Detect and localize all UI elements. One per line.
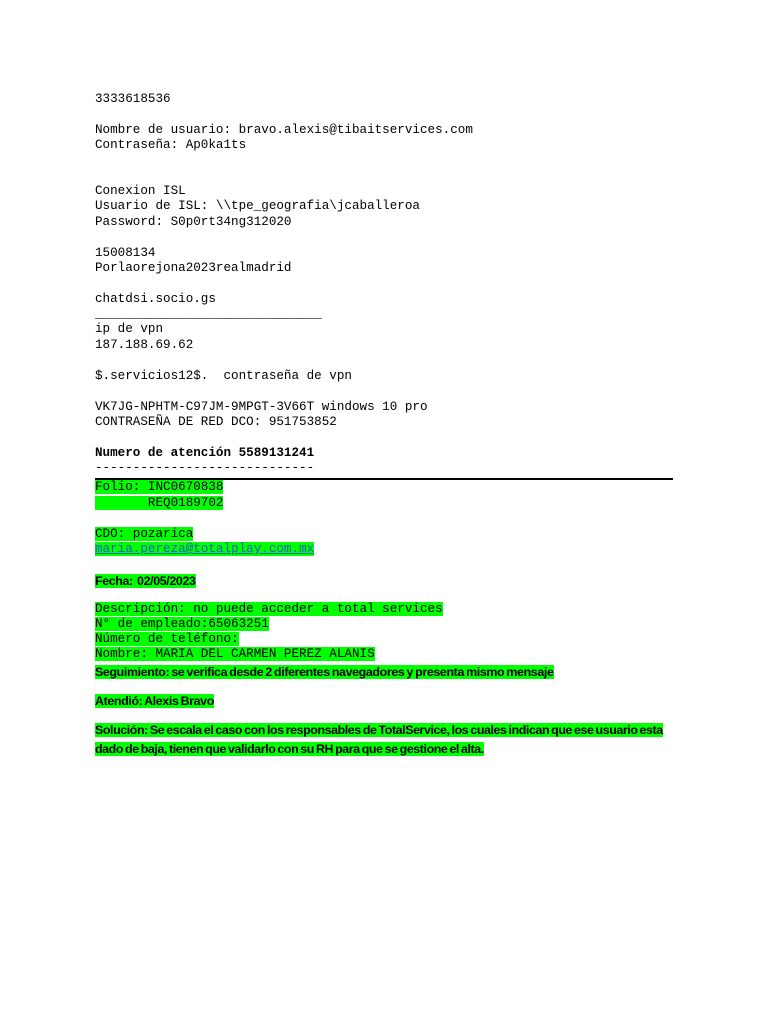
email-link[interactable]: maria.pereza@totalplay.com.mx [95, 542, 315, 556]
attention-dashes: ----------------------------- [95, 461, 315, 475]
phrase-line: Porlaorejona2023realmadrid [95, 261, 292, 275]
username-line: Nombre de usuario: bravo.alexis@tibaitservices.com [95, 123, 473, 137]
password-line: Contraseña: Ap0ka1ts [95, 138, 247, 152]
chat-line: chatdsi.socio.gs [95, 292, 216, 306]
dco-password-line: CONTRASEÑA DE RED DCO: 951753852 [95, 415, 337, 429]
seguimiento-line [95, 663, 554, 681]
separator-line: ______________________________ [95, 307, 322, 321]
cdo-line [95, 527, 193, 543]
atendio-line [95, 692, 214, 710]
folio-label: Folio: INC0670838 [95, 480, 224, 494]
cdo-value: CDO: pozarica [95, 527, 194, 541]
telefono: Número de teléfono: [95, 632, 239, 646]
vpn-ip: 187.188.69.62 [95, 338, 194, 352]
folio-second: REQ0189702 [95, 496, 224, 510]
id-number: 15008134 [95, 246, 156, 260]
empleado: N° de empleado:65063251 [95, 617, 269, 631]
isl-user-line: Usuario de ISL: \\tpe_geografia\jcaballeroa [95, 199, 420, 213]
phone-number: 3333618536 [95, 92, 171, 106]
nombre: Nombre: MARIA DEL CARMEN PEREZ ALANIS [95, 647, 375, 661]
windows-key-line: VK7JG-NPHTM-C97JM-9MPGT-3V66T windows 10 pro [95, 400, 428, 414]
folio-line [95, 480, 223, 496]
folio-second-line [95, 496, 223, 512]
email-line [95, 542, 314, 558]
fecha-value: 02/05/2023 [137, 574, 196, 588]
fecha-label: Fecha: [95, 574, 133, 588]
empleado-line [95, 617, 269, 633]
isl-password-line: Password: S0p0rt34ng312020 [95, 215, 292, 229]
solucion-paragraph [95, 721, 680, 759]
vpn-label: ip de vpn [95, 322, 164, 336]
solucion: Solución: Se escala el caso con los responsables de TotalService, los cuales indican que ese usuario esta dado de baja, tienen que validarlo con su RH para que se gestione el alta. [95, 723, 663, 756]
seguimiento: Seguimiento: se verifica desde 2 diferentes navegadores y presenta mismo mensaje [95, 665, 554, 679]
nombre-line [95, 647, 375, 663]
fecha-line [95, 572, 196, 590]
attention-number-title: Numero de atención 5589131241 [95, 446, 315, 460]
vpn-password-line: $.servicios12$. contraseña de vpn [95, 369, 352, 383]
descripcion-line [95, 602, 443, 618]
isl-title: Conexion ISL [95, 184, 186, 198]
descripcion: Descripción: no puede acceder a total services [95, 602, 443, 616]
telefono-line [95, 632, 239, 648]
atendio: Atendió: Alexis Bravo [95, 694, 214, 708]
